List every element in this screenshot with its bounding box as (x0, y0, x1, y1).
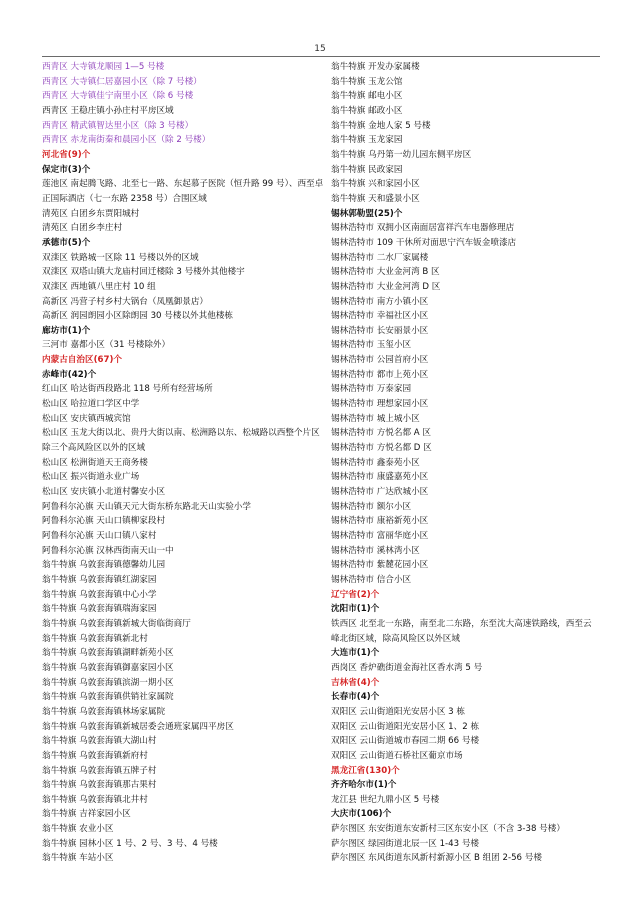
area-entry: 锡林浩特市 广达欣城小区 (331, 487, 429, 498)
area-entry: 锡林浩特市 都市上苑小区 (331, 369, 429, 380)
area-entry: 锡林浩特市 城上城小区 (331, 413, 420, 424)
region-heading: 齐齐哈尔市(1)个 (331, 780, 397, 791)
area-entry: 翁牛特旗 乌敦套海镇御嘉家园小区 (42, 662, 174, 673)
region-heading: 黑龙江省(130)个 (331, 765, 400, 776)
area-entry: 龙江县 世纪九鼎小区 5 号楼 (331, 794, 440, 805)
region-heading: 河北省(9)个 (42, 149, 91, 160)
area-entry: 锡林浩特市 理想家园小区 (331, 399, 429, 410)
region-heading: 赤峰市(42)个 (42, 369, 97, 380)
area-entry: 翁牛特旗 玉龙家园 (331, 135, 403, 146)
area-entry: 清苑区 白团乡东贾阳城村 (42, 208, 140, 219)
area-entry: 翁牛特旗 乌敦套海镇供销社家属院 (42, 692, 174, 703)
area-entry: 翁牛特旗 邮政小区 (331, 105, 403, 116)
right-column (331, 60, 600, 866)
area-entry: 双阳区 云山街道城市春园二期 66 号楼 (331, 736, 480, 747)
area-entry: 松山区 振兴街道永业广场 (42, 472, 140, 483)
area-entry: 锡林浩特市 富丽华庭小区 (331, 531, 429, 541)
area-entry: 莲池区 南起腾飞路、北至七一路、东起慕子医院（恒升路 99 号）、西至卓正国际酒店（七一东路 2358 号）合围区域 (42, 179, 324, 204)
region-heading: 大庆市(106)个 (331, 809, 392, 820)
area-entry: 锡林浩特市 额尔小区 (331, 501, 412, 512)
area-entry: 西青区 王稳庄镇小孙庄村平房区域 (42, 105, 174, 116)
area-entry: 翁牛特旗 开发办家属楼 (331, 62, 420, 72)
area-entry: 翁牛特旗 乌敦套海镇德馨幼儿园 (42, 560, 166, 571)
area-entry: 锡林浩特市 玉玺小区 (331, 340, 412, 351)
region-heading: 锡林郭勒盟(25)个 (331, 208, 403, 219)
area-entry: 锡林浩特市 溪林湾小区 (331, 545, 420, 556)
region-heading: 承德市(5)个 (42, 237, 91, 248)
area-entry: 翁牛特旗 乌丹第一幼儿园东侧平房区 (331, 149, 472, 160)
area-entry: 阿鲁科尔沁旗 天山口镇柳家段村 (42, 516, 166, 527)
area-entry: 翁牛特旗 乌敦套海镇滨湖一期小区 (42, 677, 174, 688)
area-entry: 松山区 安庆镇小北道村馨安小区 (42, 487, 166, 498)
area-entry: 翁牛特旗 乌敦套海镇新府村 (42, 750, 148, 761)
page-number: 15 (314, 44, 326, 54)
area-entry: 锡林浩特市 康裕新苑小区 (331, 516, 429, 527)
area-entry: 锡林浩特市 方悦名都 A 区 (331, 428, 432, 439)
area-entry: 翁牛特旗 车站小区 (42, 853, 114, 864)
area-entry: 翁牛特旗 乌敦套海镇新城大街临街商厅 (42, 618, 191, 629)
area-entry: 萨尔图区 东风街道东风新村新源小区 B 组团 2-56 号楼 (331, 853, 542, 864)
area-entry: 锡林浩特市 公园首府小区 (331, 355, 429, 366)
area-entry: 高新区 润园朗园小区除朗园 30 号楼以外其他楼栋 (42, 311, 234, 322)
area-entry: 翁牛特旗 乌敦套海镇那古果村 (42, 780, 157, 791)
area-entry: 铁西区 北至北一东路，南至北二东路，东至沈大高速铁路线，西至云峰北街区域，除高风险区以外区域 (331, 618, 592, 644)
area-entry: 双滦区 双塔山镇大龙庙村回迁楼除 3 号楼外其他楼宇 (42, 267, 245, 278)
area-entry: 翁牛特旗 乌敦套海镇五牌子村 (42, 765, 157, 776)
area-entry: 翁牛特旗 玉龙公馆 (331, 76, 403, 87)
area-entry: 西青区 大寺镇龙顺园 1—5 号楼 (42, 62, 165, 72)
region-heading: 长春市(4)个 (331, 692, 380, 703)
area-entry: 萨尔图区 东安街道东安新村三区东安小区（不含 3-38 号楼） (331, 824, 565, 835)
area-entry: 三河市 嘉都小区（31 号楼除外） (42, 340, 171, 351)
area-entry: 翁牛特旗 乌敦套海镇林场家属院 (42, 706, 166, 717)
area-entry: 翁牛特旗 乌敦套海镇中心小学 (42, 589, 157, 600)
area-entry: 翁牛特旗 乌敦套海镇红湖家园 (42, 574, 157, 585)
area-entry: 锡林浩特市 南方小镇小区 (331, 296, 429, 307)
area-entry: 西岗区 香炉礁街道金海社区香水湾 5 号 (331, 662, 483, 673)
area-entry: 阿鲁科尔沁旗 天山镇天元大街东桥东路北天山实验小学 (42, 501, 251, 512)
area-entry: 锡林浩特市 二水厂家属楼 (331, 252, 429, 263)
left-column (42, 60, 327, 866)
area-entry: 锡林浩特市 幸福社区小区 (331, 311, 429, 322)
area-entry: 双阳区 云山街道阳光安居小区 3 栋 (331, 706, 465, 717)
area-entry: 翁牛特旗 乌敦套海镇大湖山村 (42, 736, 157, 747)
area-entry: 翁牛特旗 兴和家园小区 (331, 179, 420, 190)
area-entry: 翁牛特旗 吉祥家园小区 (42, 809, 131, 820)
area-entry: 高新区 冯营子村乡村大锅台（凤凰御景店） (42, 296, 209, 307)
area-entry: 松山区 玉龙大街以北、贵丹大街以南、松洲路以东、松城路以西整个片区除三个高风险区以外的区域 (42, 428, 320, 454)
area-entry: 双滦区 西地镇八里庄村 10 组 (42, 281, 156, 292)
area-entry: 锡林浩特市 鑫泰苑小区 (331, 457, 420, 468)
area-entry: 清苑区 白团乡李庄村 (42, 223, 123, 234)
region-heading: 吉林省(4)个 (331, 677, 380, 688)
area-entry: 翁牛特旗 农业小区 (42, 824, 114, 835)
area-entry: 翁牛特旗 乌敦套海镇湖畔新苑小区 (42, 648, 174, 659)
area-entry: 翁牛特旗 金地人家 5 号楼 (331, 120, 431, 131)
region-heading: 沈阳市(1)个 (331, 604, 380, 615)
region-heading: 辽宁省(2)个 (331, 589, 380, 600)
region-heading: 保定市(3)个 (42, 164, 91, 175)
area-entry: 锡林浩特市 双拥小区南面居富祥汽车电器修理店 (331, 223, 515, 234)
area-entry: 西青区 大寺镇佳宁南里小区（除 6 号楼 (42, 91, 194, 102)
area-entry: 锡林浩特市 方悦名都 D 区 (331, 443, 432, 454)
region-heading: 大连市(1)个 (331, 648, 380, 659)
area-entry: 双阳区 云山街道阳光安居小区 1、2 栋 (331, 721, 480, 732)
area-entry: 锡林浩特市 大业金河湾 B 区 (331, 267, 440, 278)
area-entry: 翁牛特旗 乌敦套海镇新北村 (42, 633, 148, 644)
area-entry: 翁牛特旗 乌敦套海镇北井村 (42, 794, 148, 805)
area-entry: 锡林浩特市 大业金河湾 D 区 (331, 281, 441, 292)
area-entry: 翁牛特旗 乌敦套海镇瑞海家园 (42, 604, 157, 615)
area-entry: 锡林浩特市 紫麓花园小区 (331, 560, 429, 571)
area-entry: 翁牛特旗 天和盛景小区 (331, 193, 420, 204)
area-entry: 西青区 精武镇智达里小区（除 3 号楼） (42, 120, 194, 131)
area-entry: 红山区 哈达街西段路北 118 号所有经营场所 (42, 384, 213, 395)
area-entry: 松山区 松洲街道天王商务楼 (42, 457, 148, 468)
area-entry: 锡林浩特市 109 干休所对面思宁汽车钣金喷漆店 (331, 237, 517, 248)
area-entry: 萨尔图区 绿园街道北辰一区 1-43 号楼 (331, 838, 480, 849)
area-entry: 松山区 安庆镇西城宾馆 (42, 413, 131, 424)
area-entry: 锡林浩特市 长安丽景小区 (331, 325, 429, 336)
area-entry: 阿鲁科尔沁旗 天山口镇八家村 (42, 531, 157, 541)
area-entry: 阿鲁科尔沁旗 汉林西街南天山一中 (42, 545, 174, 556)
area-entry: 西青区 大寺镇仁居嘉园小区（除 7 号楼） (42, 76, 202, 87)
area-entry: 锡林浩特市 康盛嘉苑小区 (331, 472, 429, 483)
region-heading: 廊坊市(1)个 (42, 325, 91, 336)
area-entry: 翁牛特旗 邮电小区 (331, 91, 403, 102)
area-entry: 西青区 赤龙南街秦和晨园小区（除 2 号楼） (42, 135, 211, 146)
area-entry: 双滦区 铁路城一区除 11 号楼以外的区域 (42, 252, 199, 263)
area-entry: 锡林浩特市 万泰家园 (331, 384, 412, 395)
header-rule (42, 56, 600, 57)
area-entry: 翁牛特旗 乌敦套海镇新城居委会通班家属四平房区 (42, 721, 234, 732)
area-entry: 双阳区 云山街道石桥社区葡京市场 (331, 750, 463, 761)
area-entry: 松山区 哈拉道口学区中学 (42, 399, 140, 410)
region-heading: 内蒙古自治区(67)个 (42, 355, 122, 366)
area-entry: 翁牛特旗 园林小区 1 号、2 号、3 号、4 号楼 (42, 838, 218, 849)
area-entry: 翁牛特旗 民政家园 (331, 164, 403, 175)
area-entry: 锡林浩特市 信合小区 (331, 574, 412, 585)
